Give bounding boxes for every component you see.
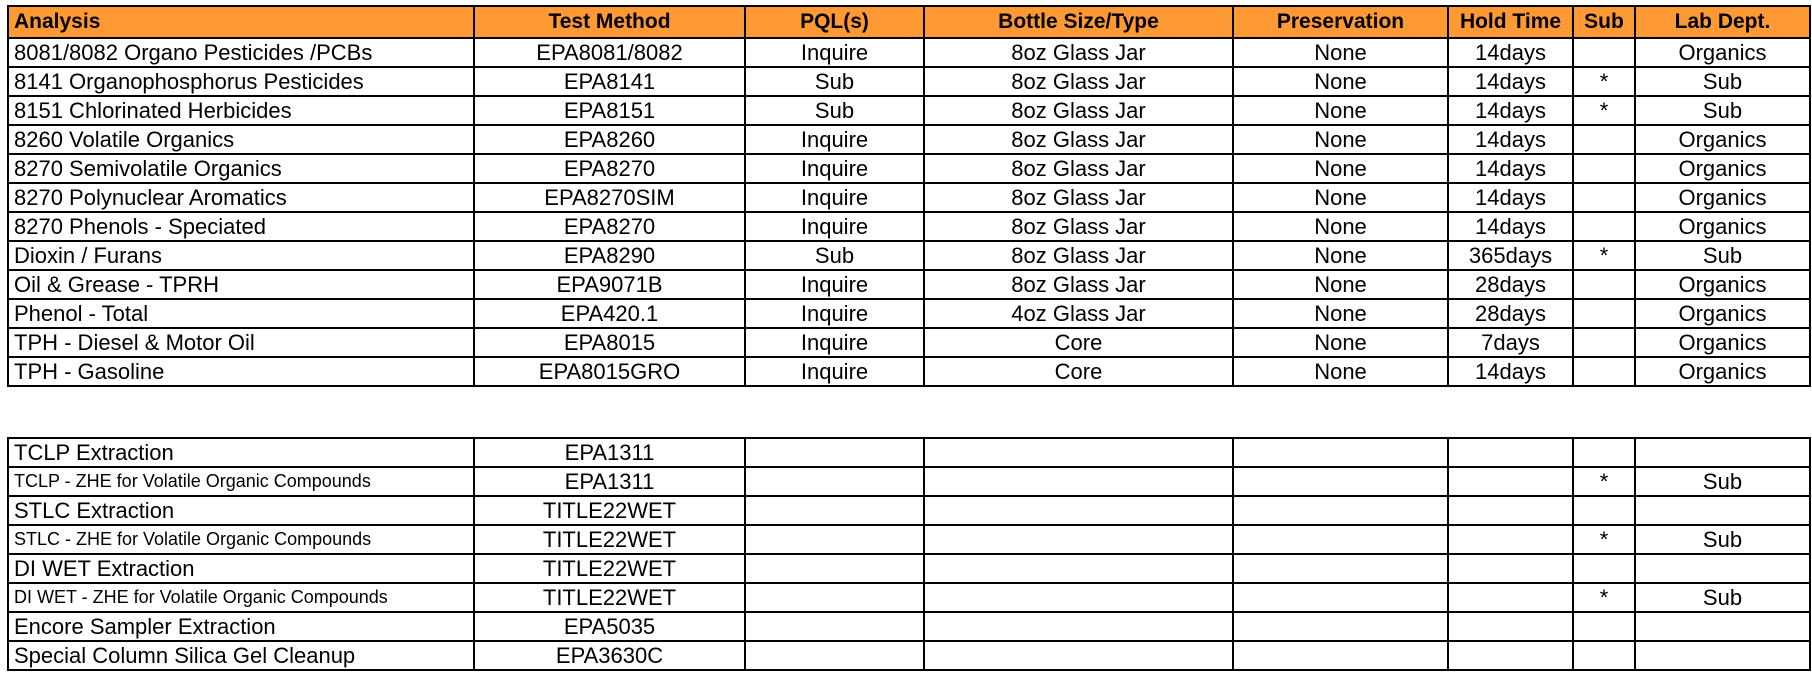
table-cell: 14days xyxy=(1448,38,1573,67)
table-cell: Organics xyxy=(1635,212,1810,241)
table-cell xyxy=(745,438,924,467)
col-header-preservation: Preservation xyxy=(1233,6,1448,38)
table-cell: * xyxy=(1573,467,1635,496)
table-cell: None xyxy=(1233,96,1448,125)
table-cell: EPA8151 xyxy=(474,96,745,125)
table-cell: Encore Sampler Extraction xyxy=(8,612,474,641)
table-cell: EPA8290 xyxy=(474,241,745,270)
table-cell: 14days xyxy=(1448,154,1573,183)
col-header-test-method: Test Method xyxy=(474,6,745,38)
table-cell xyxy=(1573,125,1635,154)
table-cell: TITLE22WET xyxy=(474,496,745,525)
analysis-table xyxy=(7,5,1811,387)
table-cell: Sub xyxy=(745,96,924,125)
col-header-hold-time: Hold Time xyxy=(1448,6,1573,38)
table-row xyxy=(8,212,1810,241)
table-cell: None xyxy=(1233,38,1448,67)
table-cell: 8oz Glass Jar xyxy=(924,183,1233,212)
table-row xyxy=(8,270,1810,299)
table-cell: Organics xyxy=(1635,38,1810,67)
table-cell: 14days xyxy=(1448,183,1573,212)
table-cell: DI WET - ZHE for Volatile Organic Compounds xyxy=(8,583,474,612)
table-cell xyxy=(924,612,1233,641)
table-cell: EPA8260 xyxy=(474,125,745,154)
table-cell: EPA8081/8082 xyxy=(474,38,745,67)
table-cell xyxy=(1573,183,1635,212)
table-cell: TITLE22WET xyxy=(474,525,745,554)
table-cell: 8oz Glass Jar xyxy=(924,154,1233,183)
table-cell: Inquire xyxy=(745,125,924,154)
table-cell: None xyxy=(1233,67,1448,96)
table-row xyxy=(8,496,1810,525)
table-cell: EPA8015GRO xyxy=(474,357,745,386)
table-row xyxy=(8,612,1810,641)
table-row xyxy=(8,241,1810,270)
table-cell: Sub xyxy=(1635,467,1810,496)
table-cell: * xyxy=(1573,96,1635,125)
table-cell: Organics xyxy=(1635,299,1810,328)
table-cell: Organics xyxy=(1635,357,1810,386)
table-cell: Sub xyxy=(1635,583,1810,612)
table-cell xyxy=(1573,438,1635,467)
table-cell: 28days xyxy=(1448,299,1573,328)
table-cell: EPA8141 xyxy=(474,67,745,96)
table-cell: 8260 Volatile Organics xyxy=(8,125,474,154)
table-cell: TCLP Extraction xyxy=(8,438,474,467)
table-cell: Organics xyxy=(1635,328,1810,357)
table-cell xyxy=(1448,438,1573,467)
table-cell: Organics xyxy=(1635,154,1810,183)
table-cell: * xyxy=(1573,525,1635,554)
table-cell: Core xyxy=(924,328,1233,357)
table-row xyxy=(8,67,1810,96)
col-header-pql: PQL(s) xyxy=(745,6,924,38)
col-header-bottle: Bottle Size/Type xyxy=(924,6,1233,38)
table-cell: * xyxy=(1573,583,1635,612)
table-cell: None xyxy=(1233,270,1448,299)
table-row xyxy=(8,38,1810,67)
table-cell: EPA5035 xyxy=(474,612,745,641)
table-cell xyxy=(1573,357,1635,386)
table-cell xyxy=(745,583,924,612)
table-cell: TITLE22WET xyxy=(474,554,745,583)
col-header-sub: Sub xyxy=(1573,6,1635,38)
table-cell: EPA8015 xyxy=(474,328,745,357)
table-cell: None xyxy=(1233,299,1448,328)
table-row xyxy=(8,154,1810,183)
col-header-analysis: Analysis xyxy=(8,6,474,38)
table-cell: 8oz Glass Jar xyxy=(924,270,1233,299)
table-cell: Inquire xyxy=(745,183,924,212)
table-cell xyxy=(1635,438,1810,467)
table-cell: STLC - ZHE for Volatile Organic Compounds xyxy=(8,525,474,554)
table-cell: EPA8270SIM xyxy=(474,183,745,212)
table-cell xyxy=(1233,612,1448,641)
table-cell xyxy=(745,496,924,525)
table-cell: Sub xyxy=(745,241,924,270)
table-cell xyxy=(924,438,1233,467)
table-cell xyxy=(1233,438,1448,467)
table-cell: 14days xyxy=(1448,125,1573,154)
table-cell: 8270 Polynuclear Aromatics xyxy=(8,183,474,212)
table-row xyxy=(8,467,1810,496)
table-cell: Inquire xyxy=(745,270,924,299)
table-header-row xyxy=(8,6,1810,38)
table-row xyxy=(8,554,1810,583)
table-row xyxy=(8,357,1810,386)
table-cell: 28days xyxy=(1448,270,1573,299)
table-cell xyxy=(745,641,924,670)
table-cell xyxy=(1448,496,1573,525)
table-cell xyxy=(924,525,1233,554)
col-header-lab-dept: Lab Dept. xyxy=(1635,6,1810,38)
table-cell xyxy=(1233,583,1448,612)
table-cell: None xyxy=(1233,241,1448,270)
table-cell: TCLP - ZHE for Volatile Organic Compounds xyxy=(8,467,474,496)
table-cell: 8oz Glass Jar xyxy=(924,241,1233,270)
table-cell: Inquire xyxy=(745,357,924,386)
table-cell xyxy=(1635,641,1810,670)
table-cell: None xyxy=(1233,154,1448,183)
table-cell xyxy=(1573,641,1635,670)
table-cell xyxy=(1573,328,1635,357)
table-row xyxy=(8,525,1810,554)
table-cell: EPA1311 xyxy=(474,467,745,496)
table-cell: EPA8270 xyxy=(474,154,745,183)
table-cell: Inquire xyxy=(745,212,924,241)
table-cell: Oil & Grease - TPRH xyxy=(8,270,474,299)
table-cell: Dioxin / Furans xyxy=(8,241,474,270)
table-cell xyxy=(1233,525,1448,554)
table-cell: 8141 Organophosphorus Pesticides xyxy=(8,67,474,96)
table-cell xyxy=(1448,583,1573,612)
table-cell: EPA1311 xyxy=(474,438,745,467)
table-cell xyxy=(1233,467,1448,496)
table-cell: 14days xyxy=(1448,67,1573,96)
table-cell xyxy=(1573,612,1635,641)
table-cell: 365days xyxy=(1448,241,1573,270)
table-cell xyxy=(1448,467,1573,496)
table-row xyxy=(8,183,1810,212)
table-cell xyxy=(1635,554,1810,583)
table-cell: Organics xyxy=(1635,270,1810,299)
table-cell xyxy=(1448,641,1573,670)
table-cell: Sub xyxy=(1635,67,1810,96)
table-cell: 14days xyxy=(1448,212,1573,241)
table-cell: EPA8270 xyxy=(474,212,745,241)
table-cell: Inquire xyxy=(745,299,924,328)
table-cell: Inquire xyxy=(745,154,924,183)
table-cell: EPA9071B xyxy=(474,270,745,299)
table-cell: EPA420.1 xyxy=(474,299,745,328)
table-cell xyxy=(1635,496,1810,525)
table-cell: 14days xyxy=(1448,357,1573,386)
table-cell xyxy=(745,612,924,641)
table-cell: None xyxy=(1233,183,1448,212)
table-cell: 8oz Glass Jar xyxy=(924,125,1233,154)
table-cell xyxy=(745,525,924,554)
table-cell: Sub xyxy=(745,67,924,96)
table-cell xyxy=(924,641,1233,670)
table-cell: 8oz Glass Jar xyxy=(924,212,1233,241)
table-cell: Special Column Silica Gel Cleanup xyxy=(8,641,474,670)
table-cell xyxy=(1573,554,1635,583)
table-cell: 7days xyxy=(1448,328,1573,357)
table-cell xyxy=(745,467,924,496)
table-cell: Inquire xyxy=(745,38,924,67)
table-cell: None xyxy=(1233,328,1448,357)
table-cell: Organics xyxy=(1635,183,1810,212)
table-cell: 8oz Glass Jar xyxy=(924,38,1233,67)
table-cell: STLC Extraction xyxy=(8,496,474,525)
table-cell: DI WET Extraction xyxy=(8,554,474,583)
table-cell: Core xyxy=(924,357,1233,386)
table-cell: 8270 Semivolatile Organics xyxy=(8,154,474,183)
table-cell: Sub xyxy=(1635,525,1810,554)
table-cell: EPA3630C xyxy=(474,641,745,670)
table-cell: 8oz Glass Jar xyxy=(924,67,1233,96)
table-cell xyxy=(1573,212,1635,241)
table-cell xyxy=(924,467,1233,496)
table-cell xyxy=(1233,496,1448,525)
extraction-table xyxy=(7,437,1811,671)
table-cell xyxy=(1573,154,1635,183)
table-row xyxy=(8,641,1810,670)
table-cell: 8151 Chlorinated Herbicides xyxy=(8,96,474,125)
table-cell: 4oz Glass Jar xyxy=(924,299,1233,328)
table-cell: TITLE22WET xyxy=(474,583,745,612)
table-row xyxy=(8,299,1810,328)
table-cell xyxy=(924,554,1233,583)
table-cell xyxy=(1573,38,1635,67)
table-cell: * xyxy=(1573,67,1635,96)
table-cell: 8270 Phenols - Speciated xyxy=(8,212,474,241)
table-cell xyxy=(1635,612,1810,641)
table-row xyxy=(8,96,1810,125)
table-cell xyxy=(1448,612,1573,641)
table-cell: TPH - Gasoline xyxy=(8,357,474,386)
table-cell xyxy=(1573,496,1635,525)
table-cell: Sub xyxy=(1635,241,1810,270)
table-cell: Sub xyxy=(1635,96,1810,125)
table-cell: Inquire xyxy=(745,328,924,357)
table-cell xyxy=(1573,270,1635,299)
table-cell xyxy=(1573,299,1635,328)
table-cell: Organics xyxy=(1635,125,1810,154)
table-cell xyxy=(924,496,1233,525)
table-cell: 8oz Glass Jar xyxy=(924,96,1233,125)
table-cell: * xyxy=(1573,241,1635,270)
table-cell: None xyxy=(1233,125,1448,154)
table-cell: None xyxy=(1233,212,1448,241)
table-cell xyxy=(1448,554,1573,583)
table-cell xyxy=(924,583,1233,612)
table-row xyxy=(8,328,1810,357)
table-cell xyxy=(1448,525,1573,554)
table-cell: TPH - Diesel & Motor Oil xyxy=(8,328,474,357)
table-row xyxy=(8,125,1810,154)
table-cell xyxy=(745,554,924,583)
table-cell: 14days xyxy=(1448,96,1573,125)
table-cell xyxy=(1233,554,1448,583)
table-cell xyxy=(1233,641,1448,670)
table-cell: 8081/8082 Organo Pesticides /PCBs xyxy=(8,38,474,67)
table-row xyxy=(8,583,1810,612)
table-cell: None xyxy=(1233,357,1448,386)
table-row xyxy=(8,438,1810,467)
table-cell: Phenol - Total xyxy=(8,299,474,328)
